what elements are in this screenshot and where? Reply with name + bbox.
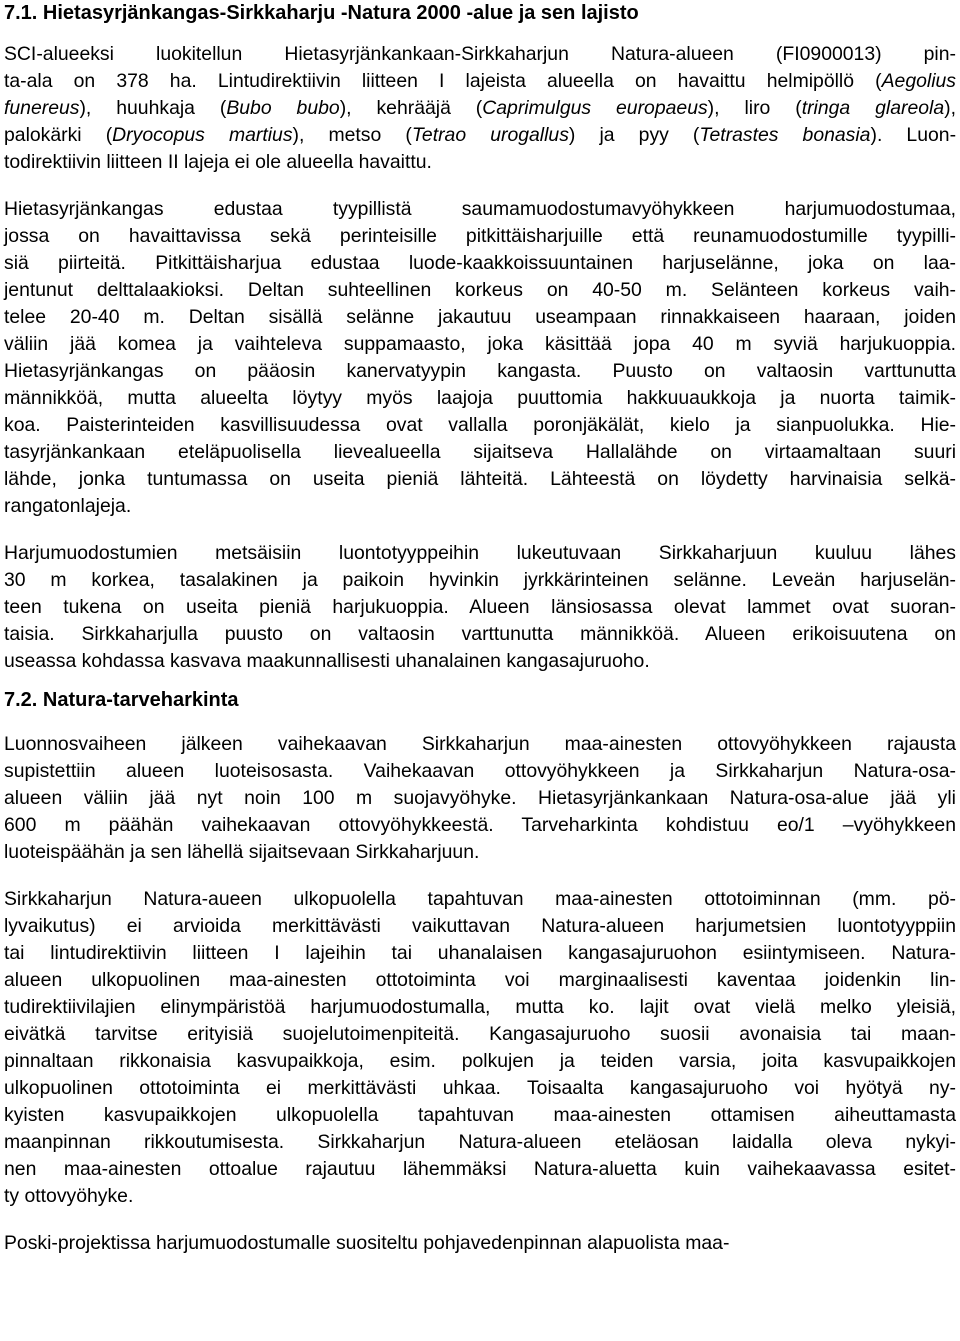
tarveharkinta-intro-line: Luonnosvaiheen jälkeen vaihekaavan Sirkkaharjun maa-ainesten ottovyöhykkeen rajausta (4, 733, 956, 755)
hietasyrjankangas-line: jossa on havaittavissa sekä perinteisille pitkittäisharjuille että reunamuodostumille tyypilli- (4, 225, 956, 247)
species-name: Aegolius (881, 70, 956, 92)
text-run: ), (944, 97, 956, 119)
paragraph-tarveharkinta-assessment (4, 886, 956, 1210)
tarveharkinta-assessment-line: alueen ulkopuolinen maa-ainesten ottotoiminta voi marginaalisesti kaventaa joidenkin lin- (4, 969, 956, 991)
text-run: palokärki ( (4, 124, 113, 146)
tarveharkinta-assessment-line: maanpinnan rikkoutumisesta. Sirkkaharjun Natura-alueen eteläosan laidalla oleva nykyi- (4, 1131, 956, 1153)
hietasyrjankangas-line: tasyrjänkankaan eteläpuolisella lievealueella sijaitseva Hallalähde on virtaamaltaan suuri (4, 441, 956, 463)
section-heading-7-1: 7.1. Hietasyrjänkangas-Sirkkaharju -Natura 2000 -alue ja sen lajisto (4, 2, 639, 24)
section-heading-7-2: 7.2. Natura-tarveharkinta (4, 689, 239, 711)
hietasyrjankangas-line: koa. Paisterinteiden kasvillisuudessa ovat vallalla poronjäkälät, kielo ja sianpuolukka. Hie- (4, 414, 956, 436)
text-run: ), kehrääjä ( (339, 97, 483, 119)
species-name: funereus (4, 97, 80, 119)
tarveharkinta-assessment-line: lyvaikutus) ei arvioida merkittävästi vaikuttavan Natura-alueen harjumetsien luontotyyppiin (4, 915, 956, 937)
natura-species-line (4, 122, 956, 149)
text-run: SCI-alueeksi luokitellun Hietasyrjänkankaan-Sirkkaharjun Natura-alueen (FI0900013) pin- (4, 43, 956, 65)
species-name: Dryocopus martius (112, 124, 293, 146)
tarveharkinta-assessment-line: tai lintudirektiivin liitteen I lajeihin tai uhanalaisen kangasajuruohon esiintymiseen. Natura- (4, 942, 956, 964)
tarveharkinta-intro-line: 600 m päähän vaihekaavan ottovyöhykkeestä. Tarveharkinta kohdistuu eo/1 –vyöhykkeen (4, 814, 956, 836)
species-name: Tetrastes bonasia (699, 124, 871, 146)
natura-species-line (4, 149, 956, 176)
document-page (4, 0, 956, 1257)
tarveharkinta-intro-line: alueen väliin jää nyt noin 100 m suojavyöhyke. Hietasyrjänkankaan Natura-osa-alue jää yli (4, 787, 956, 809)
text-run: ), liro ( (707, 97, 802, 119)
tarveharkinta-intro-line: supistettiin alueen luoteisosasta. Vaihekaavan ottovyöhykkeen ja Sirkkaharjun Natura-osa- (4, 760, 956, 782)
tarveharkinta-assessment-line: nen maa-ainesten ottoalue rajautuu lähemmäksi Natura-aluetta kuin vaihekaavassa esitet- (4, 1158, 956, 1180)
hietasyrjankangas-line: väliin jää komea ja vaihteleva suppamaasto, joka käsittää jopa 40 m syviä harjukuoppia. (4, 333, 956, 355)
hietasyrjankangas-line: siä piirteitä. Pitkittäisharjua edustaa luode-kaakkoissuuntainen harjuselänne, joka on laa- (4, 252, 956, 274)
tarveharkinta-intro-line: luoteispäähän ja sen lähellä sijaitsevaan Sirkkaharjuun. (4, 841, 480, 863)
sirkkaharju-line: taisia. Sirkkaharjulla puusto on valtaosin varttunutta männikköä. Alueen erikoisuutena on (4, 623, 956, 645)
natura-species-line (4, 41, 956, 68)
species-name: Caprimulgus europaeus (482, 97, 708, 119)
paragraph-natura-species (4, 41, 956, 176)
text-run: ), metso ( (292, 124, 412, 146)
tarveharkinta-assessment-line: tudirektiivilajien elinympäristöä harjumuodostumalla, mutta ko. lajit ovat vielä melko yleisiä, (4, 996, 956, 1018)
paragraph-sirkkaharju-description (4, 540, 956, 675)
paragraph-tarveharkinta-intro (4, 731, 956, 866)
tarveharkinta-assessment-line: ty ottovyöhyke. (4, 1185, 134, 1207)
hietasyrjankangas-line: Hietasyrjänkangas on pääosin kanervatyypin kangasta. Puusto on valtaosin varttunutta (4, 360, 956, 382)
tarveharkinta-assessment-line: kyisten kasvupaikkojen ulkopuolella tapahtuvan maa-ainesten ottamisen aiheuttamasta (4, 1104, 956, 1126)
hietasyrjankangas-line: jentunut delttalaakioksi. Deltan suhteellinen korkeus on 40-50 m. Selänteen korkeus vaih- (4, 279, 956, 301)
species-name: tringa glareola (801, 97, 945, 119)
tarveharkinta-assessment-line: eivätkä tarvitse erityisiä suojelutoimenpiteitä. Kangasajuruoho suosii avonaisia tai maan- (4, 1023, 956, 1045)
species-name: Bubo bubo (226, 97, 340, 119)
sirkkaharju-line: useassa kohdassa kasvava maakunnallisesti uhanalainen kangasajuruoho. (4, 650, 650, 672)
sirkkaharju-line: 30 m korkea, tasalakinen ja paikoin hyvinkin jyrkkärinteinen selänne. Leveän harjuselän- (4, 569, 956, 591)
natura-species-line (4, 95, 956, 122)
sirkkaharju-line: Harjumuodostumien metsäisiin luontotyyppeihin lukeutuvaan Sirkkaharjuun kuuluu lähes (4, 542, 956, 564)
hietasyrjankangas-line: telee 20-40 m. Deltan sisällä selänne jakautuu useampaan rinnakkaiseen haaraan, joiden (4, 306, 956, 328)
text-run: ) ja pyy ( (568, 124, 700, 146)
tarveharkinta-assessment-line: ulkopuolinen ottotoiminta ei merkittävästi uhkaa. Toisaalta kangasajuruoho voi hyötyä ny- (4, 1077, 956, 1099)
paragraph-hietasyrjankangas-description (4, 196, 956, 520)
text-run: ), huuhkaja ( (79, 97, 227, 119)
species-name: Tetrao urogallus (411, 124, 569, 146)
sirkkaharju-line: teen tukena on useita pieniä harjukuoppia. Alueen länsiosassa olevat lammet ovat suoran- (4, 596, 956, 618)
tarveharkinta-assessment-line: Sirkkaharjun Natura-aueen ulkopuolella tapahtuvan maa-ainesten ottotoiminnan (mm. pö- (4, 888, 956, 910)
paragraph-poski-project (4, 1230, 956, 1257)
hietasyrjankangas-line: lähde, jonka tuntumassa on useita pieniä lähteitä. Lähteestä on löydetty harvinaisia selkä- (4, 468, 956, 490)
natura-species-line (4, 68, 956, 95)
hietasyrjankangas-line: Hietasyrjänkangas edustaa tyypillistä saumamuodostumavyöhykkeen harjumuodostumaa, (4, 198, 956, 220)
poski-project-line: Poski-projektissa harjumuodostumalle suositeltu pohjavedenpinnan alapuolista maa- (4, 1232, 730, 1254)
text-run: todirektiivin liitteen II lajeja ei ole alueella havaittu. (4, 151, 432, 173)
text-run: ). Luon- (870, 124, 957, 146)
text-run: ta-ala on 378 ha. Lintudirektiivin liitteen I lajeista alueella on havaittu helmipöllö ( (4, 70, 882, 92)
tarveharkinta-assessment-line: pinnaltaan rikkonaisia kasvupaikkoja, esim. polkujen ja teiden varsia, joita kasvupaikkojen (4, 1050, 956, 1072)
hietasyrjankangas-line: männikköä, mutta alueelta löytyy myös laajoja puuttomia hakkuuaukkoja ja nuorta taimik- (4, 387, 956, 409)
hietasyrjankangas-line: rangatonlajeja. (4, 495, 132, 517)
